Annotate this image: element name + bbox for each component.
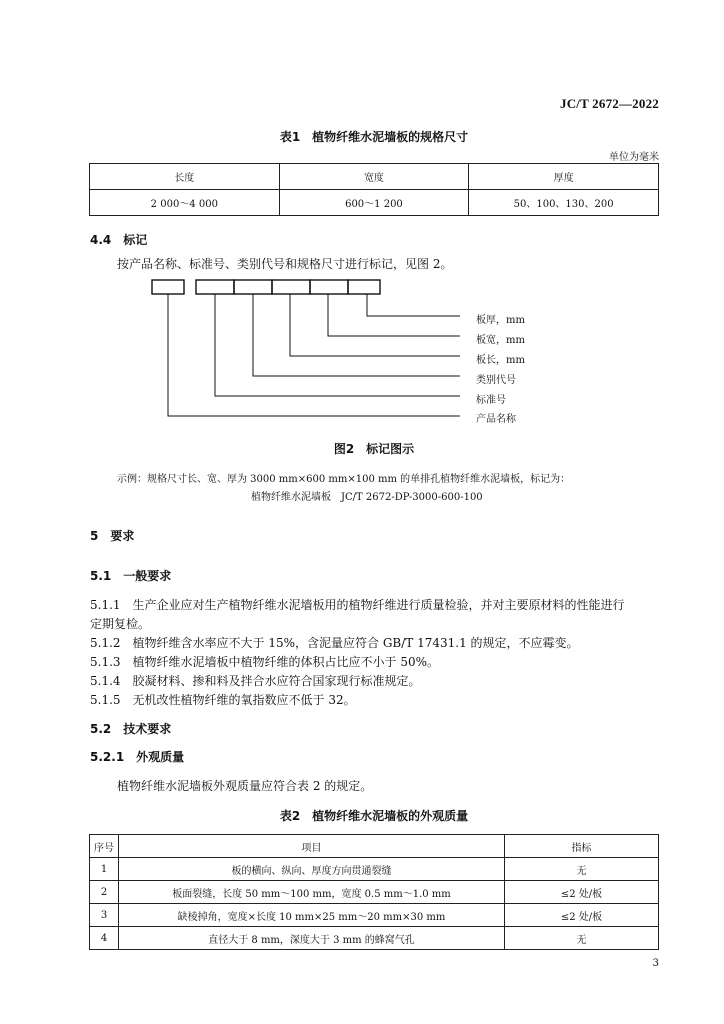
figure2-caption: 图2 标记图示 (333, 442, 415, 456)
table-header-cell: 指标 (505, 835, 659, 858)
box-standard-number (196, 280, 234, 294)
box-thickness (348, 280, 380, 294)
table-cell: ≤2 处/板 (505, 881, 659, 904)
table-cell: 1 (90, 858, 119, 881)
table-header-row (90, 164, 659, 190)
section-5-1-heading: 5.1 一般要求 (90, 569, 172, 583)
table-cell: 板的横向、纵向、厚度方向贯通裂缝 (119, 858, 505, 881)
label-category-code: 类别代号 (476, 375, 516, 386)
para-5-1-3: 5.1.3 植物纤维水泥墙板中植物纤维的体积占比应不小于 50%。 (90, 655, 440, 669)
table1-unit: 单位为毫米 (609, 152, 659, 163)
table-cell: 缺棱掉角，宽度×长度 10 mm×25 mm～20 mm×30 mm (119, 904, 505, 927)
para-5-2-1: 植物纤维水泥墙板外观质量应符合表 2 的规定。 (117, 779, 373, 793)
section-5-2-1-heading: 5.2.1 外观质量 (90, 750, 185, 764)
para-5-1-1: 5.1.1 生产企业应对生产植物纤维水泥墙板用的植物纤维进行质量检验，并对主要原材料的性能进行 (90, 598, 625, 612)
label-length: 板长，mm (476, 355, 525, 366)
label-standard-number: 标准号 (476, 395, 506, 406)
para-5-1-4: 5.1.4 胶凝材料、掺和料及拌合水应符合国家现行标准规定。 (90, 674, 421, 688)
table-cell: 4 (90, 927, 119, 950)
standard-code: JC/T 2672—2022 (560, 96, 659, 111)
table-cell: 无 (505, 927, 659, 950)
section-4-4-heading: 4.4 标记 (90, 233, 148, 247)
table1 (89, 163, 659, 216)
table-cell: 直径大于 8 mm，深度大于 3 mm 的蜂窝气孔 (119, 927, 505, 950)
table1-caption: 表1 植物纤维水泥墙板的规格尺寸 (279, 130, 469, 144)
table2 (89, 834, 659, 950)
section-5-heading: 5 要求 (90, 529, 135, 543)
table-header-cell: 厚度 (469, 164, 659, 190)
table-header-row (90, 835, 659, 858)
table-row (90, 881, 659, 904)
para-5-1-1-cont: 定期复检。 (90, 617, 151, 631)
table2-caption: 表2 植物纤维水泥墙板的外观质量 (279, 809, 469, 823)
table-cell: 2 000～4 000 (90, 190, 280, 216)
example-line-2: 植物纤维水泥墙板 JC/T 2672-DP-3000-600-100 (251, 492, 483, 503)
label-width: 板宽，mm (476, 335, 525, 346)
table-row (90, 190, 659, 216)
table-header-cell: 宽度 (279, 164, 469, 190)
box-product-name (152, 280, 184, 294)
para-5-1-2: 5.1.2 植物纤维含水率应不大于 15%，含泥量应符合 GB/T 17431.1 的规定，不应霉变。 (90, 636, 579, 650)
para-5-1-5: 5.1.5 无机改性植物纤维的氧指数应不低于 32。 (90, 693, 356, 707)
section-4-4-intro: 按产品名称、标准号、类别代号和规格尺寸进行标记，见图 2。 (117, 257, 453, 271)
section-5-2-heading: 5.2 技术要求 (90, 722, 172, 736)
page-number: 3 (652, 958, 659, 969)
table-cell: ≤2 处/板 (505, 904, 659, 927)
table-row (90, 927, 659, 950)
example-line-1: 示例：规格尺寸长、宽、厚为 3000 mm×600 mm×100 mm 的单排孔植物纤维水泥墙板，标记为： (117, 474, 571, 485)
table-header-cell: 长度 (90, 164, 280, 190)
label-thickness: 板厚，mm (476, 315, 525, 326)
table-cell: 50、100、130、200 (469, 190, 659, 216)
table-cell: 板面裂缝，长度 50 mm～100 mm，宽度 0.5 mm～1.0 mm (119, 881, 505, 904)
box-length (272, 280, 310, 294)
label-product-name: 产品名称 (476, 414, 516, 425)
table-cell: 2 (90, 881, 119, 904)
table-row (90, 858, 659, 881)
table-header-cell: 序号 (90, 835, 119, 858)
table-cell: 600～1 200 (279, 190, 469, 216)
box-width (310, 280, 348, 294)
table-cell: 3 (90, 904, 119, 927)
table-row (90, 904, 659, 927)
marking-diagram (150, 278, 530, 423)
box-category-code (234, 280, 272, 294)
table-cell: 无 (505, 858, 659, 881)
table-header-cell: 项目 (119, 835, 505, 858)
